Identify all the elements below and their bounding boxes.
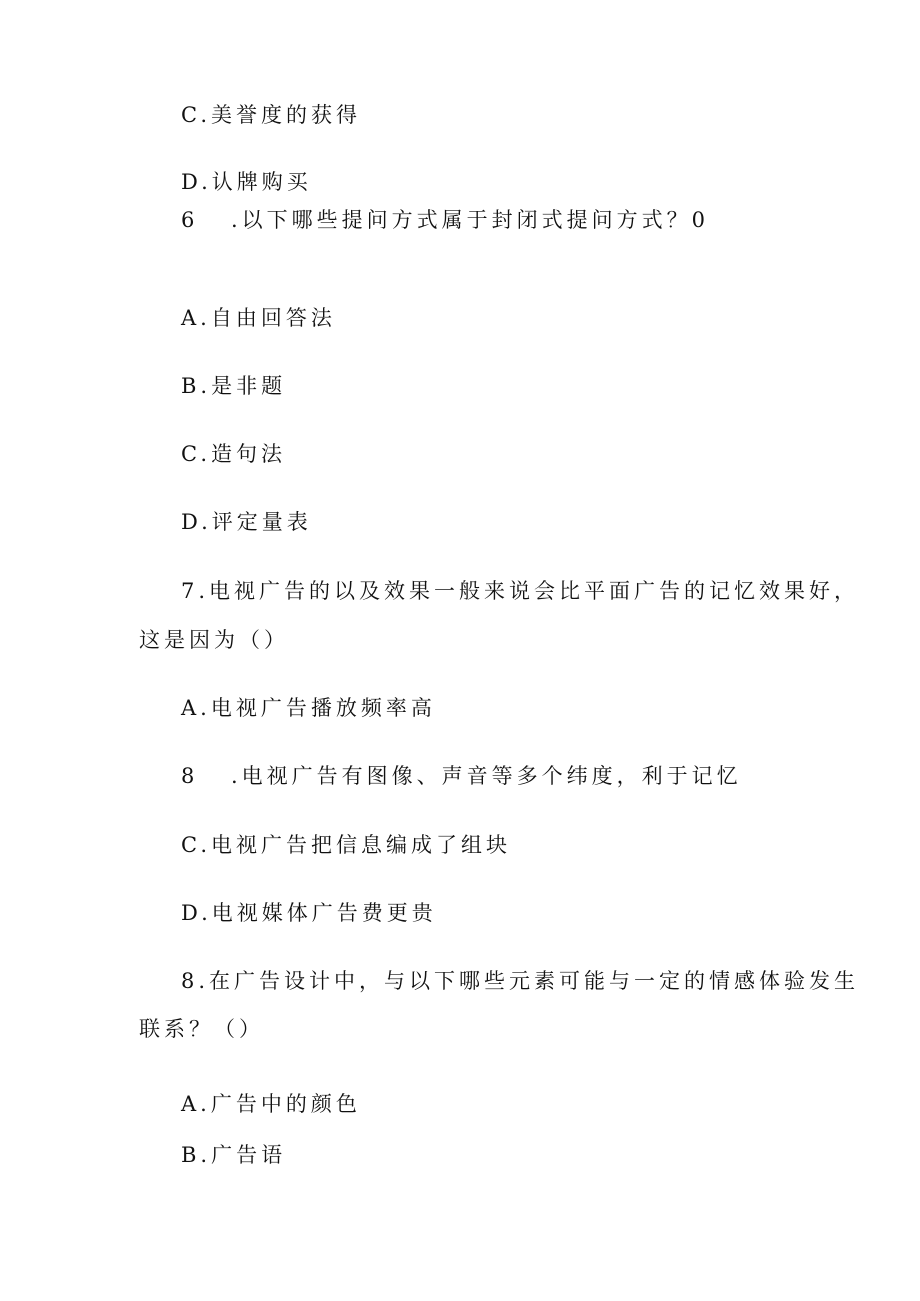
option-d-brand-purchase: D.认牌购买 xyxy=(181,170,312,194)
question-7 xyxy=(181,577,859,605)
option-d-rating-scale: D.评定量表 xyxy=(181,510,312,534)
option-b-ad-slogan: B.广告语 xyxy=(181,1143,287,1167)
option-a-free-answer: A.自由回答法 xyxy=(181,306,336,330)
option-c-sentence: C.造句法 xyxy=(181,442,286,466)
question-7-text: .电视广告的以及效果一般来说会比平面广告的记忆效果好， xyxy=(198,579,860,603)
question-8 xyxy=(181,967,859,995)
question-8-text: .在广告设计中，与以下哪些元素可能与一定的情感体验发生 xyxy=(198,969,860,993)
option-8-text: .电视广告有图像、声音等多个纬度，利于记忆 xyxy=(231,764,742,788)
option-a-tv-frequency: A.电视广告播放频率高 xyxy=(181,696,436,720)
option-a-ad-color: A.广告中的颜色 xyxy=(181,1092,361,1116)
option-c-tv-chunks: C.电视广告把信息编成了组块 xyxy=(181,833,511,857)
question-6-text: .以下哪些提问方式属于封闭式提问方式？0 xyxy=(231,208,710,232)
question-8-continuation: 联系？（） xyxy=(139,1017,264,1041)
question-8-number: 8 xyxy=(181,969,199,993)
question-6 xyxy=(181,206,709,234)
option-8-tv-dimensions xyxy=(181,762,742,790)
question-7-number: 7 xyxy=(181,579,199,603)
option-8-number: 8 xyxy=(181,764,199,788)
option-c-reputation: C.美誉度的获得 xyxy=(181,103,361,127)
option-b-true-false: B.是非题 xyxy=(181,374,287,398)
option-d-tv-cost: D.电视媒体广告费更贵 xyxy=(181,901,437,925)
question-7-continuation: 这是因为（） xyxy=(139,628,289,652)
question-6-number: 6 xyxy=(181,208,199,232)
